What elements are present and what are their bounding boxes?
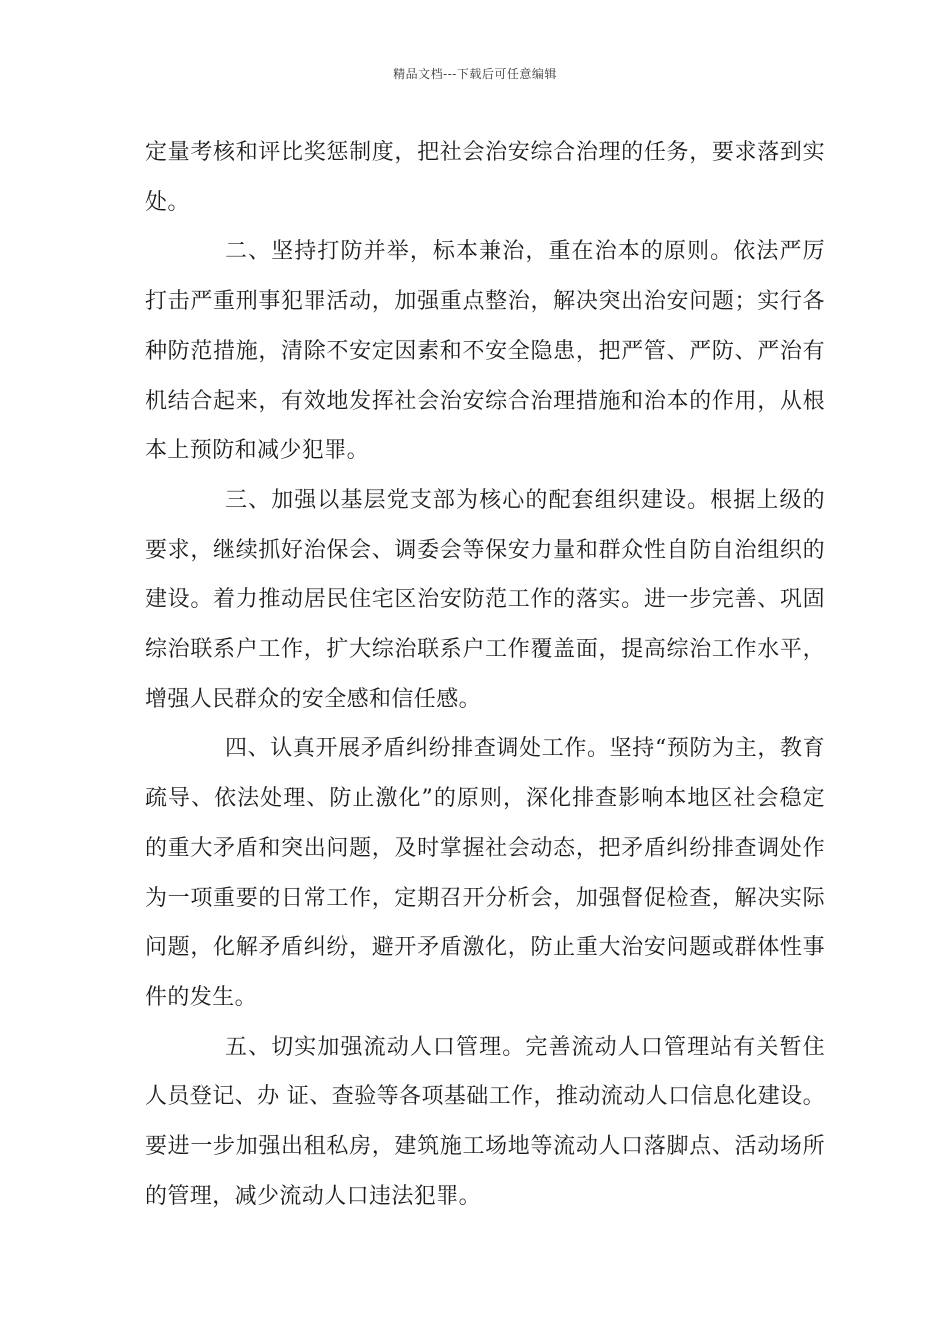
paragraph-section-4: 四、认真开展矛盾纠纷排查调处工作。坚持“预防为主，教育疏导、依法处理、防止激化”的原则，深化排查影响本地区社会稳定的重大矛盾和突出问题，及时掌握社会动态，把矛盾纠纷排查调处作为一项重要的日常工作，定期召开分析会，加强督促检查，解决实际问题，化解矛盾纠纷，避开矛盾激化，防止重大治安问题或群体性事件的发生。 <box>145 736 825 1010</box>
paragraph-section-3: 三、加强以基层党支部为核心的配套组织建设。根据上级的要求，继续抓好治保会、调委会等保安力量和群众性自防自治组织的建设。着力推动居民住宅区治安防范工作的落实。进一步完善、巩固综治联系户工作，扩大综治联系户工作覆盖面，提高综治工作水平，增强人民群众的安全感和信任感。 <box>145 487 825 712</box>
paragraph-continuation: 定量考核和评比奖惩制度，把社会治安综合治理的任务，要求落到实处。 <box>145 140 825 215</box>
page-header: 精品文档---下载后可任意编辑 <box>393 67 557 81</box>
document-body <box>145 128 825 1221</box>
paragraph-section-5: 五、切实加强流动人口管理。完善流动人口管理站有关暂住人员登记、办 证、查验等各项基础工作，推动流动人口信息化建设。要进一步加强出租私房，建筑施工场地等流动人口落脚点、活动场所的管理，减少流动人口违法犯罪。 <box>145 1034 825 1209</box>
paragraph-section-2: 二、坚持打防并举，标本兼治，重在治本的原则。依法严厉打击严重刑事犯罪活动，加强重点整治，解决突出治安问题；实行各种防范措施，清除不安定因素和不安全隐患，把严管、严防、严治有机结合起来，有效地发挥社会治安综合治理措施和治本的作用，从根本上预防和减少犯罪。 <box>145 239 825 464</box>
